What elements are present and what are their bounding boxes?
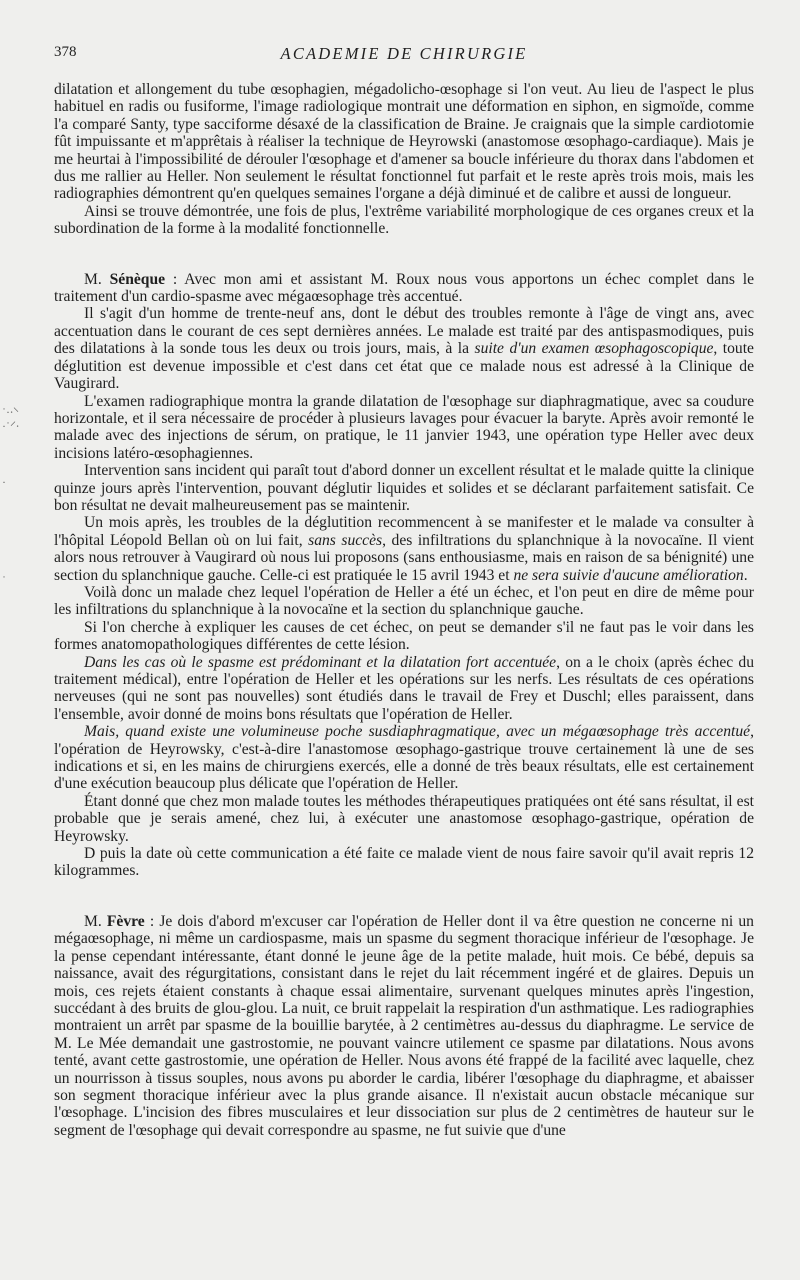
document-body — [54, 81, 754, 1139]
emphasis: suite d'un examen œsophagoscopique — [474, 340, 714, 358]
paragraph-text: Un mois après, les troubles de la déglutition recommencent à se manifester et le malade va consulter à l'hôpital Léopold Bellan où on lui fait, — [54, 514, 754, 549]
emphasis: Mais, quand existe une volumineuse poche susdiaphragmatique, avec un mégaœsophage très accentué — [84, 723, 751, 741]
speaker-prefix: M. — [84, 270, 110, 288]
section-gap — [54, 880, 754, 913]
paragraph-text: , toute déglutition est devenue impossible et c'est dans cet état que ce malade nous est adressé à la Clinique de Vaugirard. — [54, 340, 754, 393]
speaker-name: Fèvre — [106, 912, 145, 930]
section-gap — [54, 238, 754, 271]
emphasis: ne sera suivie d'aucune amélioration — [513, 566, 744, 584]
paragraph — [54, 305, 754, 392]
paragraph-text: : Je dois d'abord m'excuser car l'opération de Heller dont il va être question ne concerne ni un mégaœsophage, ni même un cardiospasme, mais un spasme du segment thoracique inférieur de l'œsophage. Je la pense cependant intéressante, étant donné le jeune âge de la petite malade, huit mois. Ce bébé, depuis sa naissance, avait des régurgitations, consistant dans le rejet du lait récemment ingéré et de glaires. Depuis un mois, ces rejets étaient constants à chaque essai alimentaire, survenant quelques minutes après l'ingestion, succédant à des bruits de glou-glou. La nuit, ce bruit rappelait la respiration d'un asthmatique. Les radiographies montraient un arrêt par spasme de la bouillie barytée, à 2 centimètres au-dessus du diaphragme. Le service de M. Le Mée demandait une gastrostomie, ne pouvant vaincre utilement ce spasme par dilatations. Nous avons tenté, avant cette gastrostomie, une opération de Heller. Nous avons été frappé de la facilité avec laquelle, chez un nourrisson à tissus souples, nous avons pu aborder le cardia, libérer l'œsophage du diaphragme, et abaisser son segment thoracique inférieur avec la plus grande aisance. Il n'existait aucun obstacle mécanique sur l'œsophage. L'incision des fibres musculaires et leur dissociation sur plus de 2 centimètres de hauteur sur le segment de l'œsophage qui devait correspondre au spasme, ne fut suivie que d'une — [54, 912, 754, 1139]
paragraph: dilatation et allongement du tube œsophagien, mégadolicho-œsophage si l'on veut. Au lieu de l'aspect le plus habituel en radis ou fusiforme, l'image radiologique montrait une déformation en siphon, en sigmoïde, comme l'a comparé Santy, type sacciforme désaxé de la classification de Braine. Je craignais que la simple cardiotomie fût impuissante et m'apprêtais à réaliser la technique de Heyrowski (anastomose œsophago-cardiaque). Mais je me heurtai à l'impossibilité de dérouler l'œsophage et d'amener sa boucle inférieure du thorax dans l'abdomen et dus me rallier au Heller. Non seulement le résultat fonctionnel fut parfait et le reste après trois mois, mais les radiographies démontrent qu'en quelques semaines l'organe a déjà diminué et de calibre et aussi de longueur. — [54, 81, 754, 203]
paragraph: L'examen radiographique montra la grande dilatation de l'œsophage sur diaphragmatique, avec sa coudure horizontale, et il sera nécessaire de procéder à plusieurs lavages pour évacuer la baryte. Après avoir remonté le malade avec des injections de sérum, on pratique, le 11 janvier 1943, une opération type Heller avec deux incisions latéro-œsophagiennes. — [54, 392, 754, 462]
paragraph-text: Il s'agit d'un homme de trente-neuf ans, dont le début des troubles remonte à l'âge de vingt ans, avec accentuation dans le courant de ces sept dernières années. Le malade est traité par des antispasmodiques, puis des dilatations à la sonde tous les deux ou trois jours, mais, à la — [54, 305, 754, 358]
speaker-name: Sénèque — [109, 270, 166, 288]
paragraph-text: , l'opération de Heyrowsky, c'est-à-dire l'anastomose œsophago-gastrique trouve certainement là une de ses indications et si, en les mains de chirurgiens exercés, elle a donné de très beaux résultats, elle est certainement d'une exécution beaucoup plus délicate que l'opération de Heller. — [54, 723, 754, 793]
margin-marks: ˙·∙⸌ ·˙⸍∙ · ˙ — [2, 405, 19, 587]
paragraph: Si l'on cherche à expliquer les causes de cet échec, on peut se demander s'il ne faut pas le voir dans les formes anatomopathologiques différentes de cette lésion. — [54, 618, 754, 654]
paragraph — [54, 723, 754, 793]
paragraph: Étant donné que chez mon malade toutes les méthodes thérapeutiques pratiquées ont été sans résultat, il est probable que je serais amené, chez lui, à exécuter une anastomose œsophago-gastrique, opération de Heyrowsky. — [54, 792, 754, 845]
speaker-prefix: M. — [84, 912, 107, 930]
emphasis: Dans les cas où le spasme est prédominant et la dilatation fort accentuée — [84, 653, 557, 671]
paragraph-text: : Avec mon ami et assistant M. Roux nous vous apportons un échec complet dans le traitement d'un cardio-spasme avec mégaœsophage très accentué. — [54, 270, 754, 306]
paragraph-text: , des infiltrations du splanchnique à la novocaïne. Il vient alors nous retrouver à Vaugirard où nous lui proposons (sans enthousiasme, mais en raison de sa bénignité) une section du splanchnique gauche. Celle-ci est pratiquée le 15 avril 1943 et — [54, 531, 755, 584]
paragraph — [54, 514, 754, 584]
running-title: ACADEMIE DE CHIRURGIE — [280, 44, 528, 63]
paragraph: D puis la date où cette communication a été faite ce malade vient de nous faire savoir qu'il avait repris 12 kilogrammes. — [54, 845, 754, 880]
paragraph-text: , on a le choix (après échec du traitement médical), entre l'opération de Heller et les opérations sur les nerfs. Les résultats de ces opérations nerveuses (qui ne sont pas nouvelles) sont étudiés dans le travail de Frey et Duschl; elles paraissent, dans l'ensemble, avoir donné de moins bons résultats que l'opération de Heller. — [54, 653, 754, 723]
paragraph — [54, 654, 754, 724]
paragraph: Ainsi se trouve démontrée, une fois de plus, l'extrême variabilité morphologique de ces organes creux et la subordination de la forme à la modalité fonctionnelle. — [54, 202, 754, 238]
paragraph-text: . — [743, 566, 748, 584]
paragraph — [54, 913, 754, 1139]
page-number: 378 — [54, 44, 77, 60]
paragraph — [54, 271, 754, 306]
paragraph: Voilà donc un malade chez lequel l'opération de Heller a été un échec, et l'on peut en dire de même pour les infiltrations du splanchnique à la novocaïne et la section du splanchnique gauche. — [54, 583, 754, 619]
page-header — [54, 44, 754, 66]
paragraph: Intervention sans incident qui paraît tout d'abord donner un excellent résultat et le malade quitte la clinique quinze jours après l'intervention, pouvant déglutir liquides et solides et se déclarant parfaitement satisfait. Ce bon résultat ne devait malheureusement pas se maintenir. — [54, 462, 754, 514]
emphasis: sans succès — [308, 531, 383, 549]
